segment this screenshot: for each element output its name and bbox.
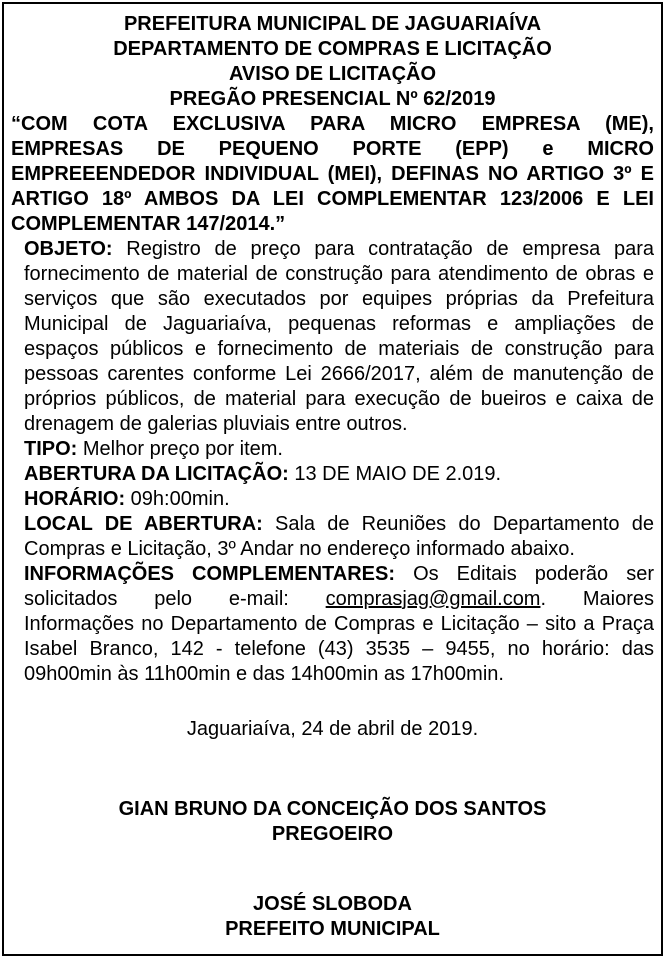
field-label: COMPLEMENTAR 147/2014.”: [11, 213, 286, 235]
text-line: [11, 187, 654, 212]
field-label: INFORMAÇÕES COMPLEMENTARES:: [24, 563, 396, 585]
signatory-name: JOSÉ SLOBODA: [253, 893, 412, 915]
text-line: [24, 412, 654, 437]
signatory-name: GIAN BRUNO DA CONCEIÇÃO DOS SANTOS: [118, 798, 547, 820]
email-link[interactable]: comprasjag@gmail.com: [325, 588, 541, 610]
text-segment: espaços públicos e fornecimento de materiais de construção para: [24, 338, 654, 360]
text-segment: pessoas carentes conforme Lei 2666/2017, além de manutenção de: [24, 363, 654, 385]
text-line: [11, 162, 654, 187]
text-segment: . Maiores: [540, 588, 654, 610]
text-line: [24, 437, 654, 462]
paragraph-tipo: [24, 437, 654, 462]
text-segment: Registro de preço para contratação de empresa para: [112, 238, 654, 260]
signature-block-prefeito: [11, 892, 654, 942]
paragraphs: [11, 112, 654, 687]
text-segment: Municipal de Jaguariaíva, pequenas reformas e ampliações de: [24, 313, 654, 335]
department-name: DEPARTAMENTO DE COMPRAS E LICITAÇÃO: [113, 38, 552, 60]
text-line: [24, 237, 654, 262]
field-label: EMPREEENDEDOR INDIVIDUAL (MEI), DEFINAS NO ARTIGO 3º E: [11, 163, 654, 185]
field-label: LOCAL DE ABERTURA:: [24, 513, 263, 535]
text-line: [24, 612, 654, 637]
text-line: [11, 112, 654, 137]
signatory-role: PREGOEIRO: [271, 823, 394, 845]
text-segment: Informações no Departamento de Compras e Licitação – sito a Praça: [24, 613, 654, 635]
text-segment: 09h:00min.: [125, 488, 230, 510]
text-line: [24, 387, 654, 412]
text-line: [24, 537, 654, 562]
text-line: [24, 462, 654, 487]
text-line: [24, 587, 654, 612]
notice-document: [11, 12, 654, 942]
auction-number: PREGÃO PRESENCIAL Nº 62/2019: [169, 88, 496, 110]
title-block: [11, 12, 654, 112]
text-line: [24, 287, 654, 312]
text-segment: Compras e Licitação, 3º Andar no endereço informado abaixo.: [24, 538, 575, 560]
field-label: EMPRESAS DE PEQUENO PORTE (EPP) e MICRO: [11, 138, 654, 160]
text-line: [24, 487, 654, 512]
text-segment: fornecimento de material de construção para atendimento de obras e: [24, 263, 654, 285]
field-label: OBJETO:: [24, 238, 113, 260]
field-label: ARTIGO 18º AMBOS DA LEI COMPLEMENTAR 123/2006 E LEI: [11, 188, 654, 210]
text-segment: Melhor preço por item.: [77, 438, 283, 460]
text-segment: 13 DE MAIO DE 2.019.: [288, 463, 502, 485]
field-label: ABERTURA DA LICITAÇÃO:: [24, 463, 289, 485]
field-label: TIPO:: [24, 438, 78, 460]
field-label: “COM COTA EXCLUSIVA PARA MICRO EMPRESA (ME),: [11, 113, 654, 135]
text-line: [24, 262, 654, 287]
text-segment: solicitados pelo e-mail:: [24, 588, 326, 610]
document-sheet: [2, 2, 663, 956]
text-segment: Sala de Reuniões do Departamento de: [262, 513, 654, 535]
text-line: [24, 512, 654, 537]
paragraph-objeto: [24, 237, 654, 437]
paragraph-local-de-abertura: [24, 512, 654, 562]
notice-type: AVISO DE LICITAÇÃO: [228, 63, 437, 85]
text-segment: serviços que são executados por equipes próprias da Prefeitura: [24, 288, 654, 310]
signatory-role: PREFEITO MUNICIPAL: [225, 918, 440, 940]
org-name: PREFEITURA MUNICIPAL DE JAGUARIAÍVA: [123, 13, 542, 35]
text-segment: Isabel Branco, 142 - telefone (43) 3535 – 9455, no horário: das: [24, 638, 654, 660]
text-segment: drenagem de galerias pluviais entre outros.: [24, 413, 408, 435]
text-line: [24, 662, 654, 687]
paragraph-horario: [24, 487, 654, 512]
text-segment: Os Editais poderão ser: [395, 563, 654, 585]
text-line: [11, 137, 654, 162]
text-line: [24, 362, 654, 387]
text-line: [11, 212, 654, 237]
paragraph-informacoes-complementares: [24, 562, 654, 687]
text-line: [24, 312, 654, 337]
field-label: HORÁRIO:: [24, 488, 126, 510]
text-line: [24, 562, 654, 587]
text-line: [24, 637, 654, 662]
text-segment: 09h00min às 11h00min e das 14h00min as 17h00min.: [24, 663, 504, 685]
text-segment: próprios públicos, de material para execução de bueiros e caixa de: [24, 388, 654, 410]
signature-block-pregoeiro: [11, 797, 654, 847]
paragraph-abertura-da-licitacao: [24, 462, 654, 487]
paragraph-cota-exclusiva: [11, 112, 654, 237]
date-place-line: Jaguariaíva, 24 de abril de 2019.: [186, 718, 479, 740]
text-line: [24, 337, 654, 362]
